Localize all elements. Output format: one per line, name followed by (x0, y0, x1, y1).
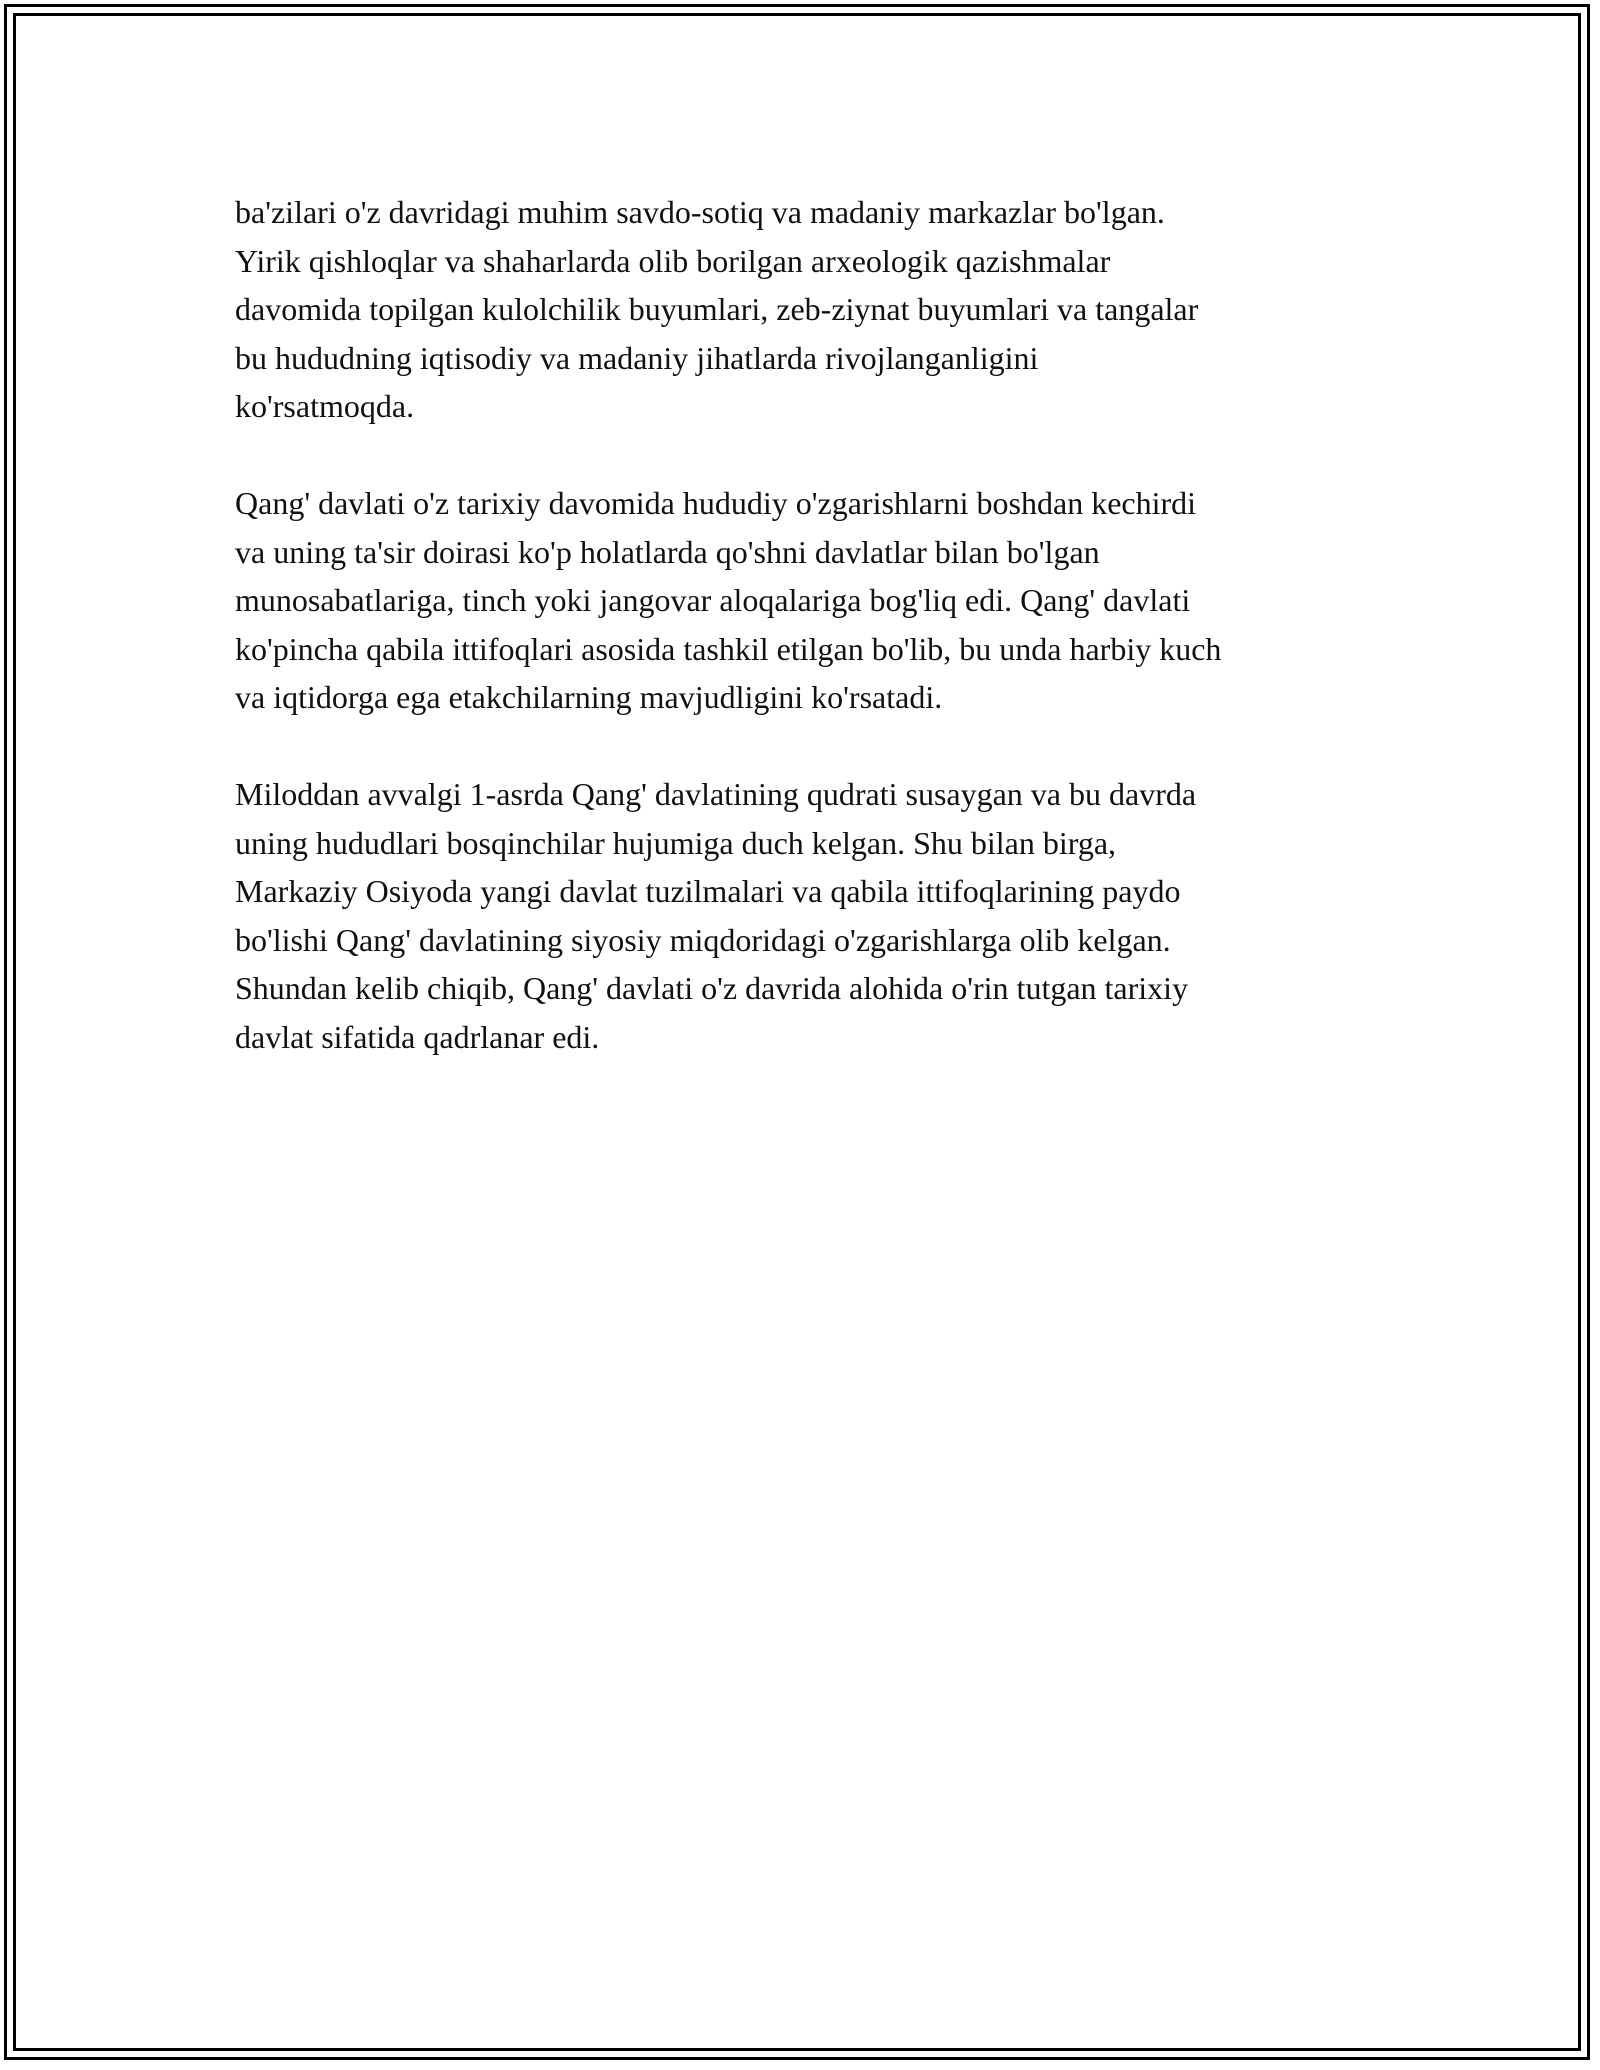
document-body (235, 188, 1385, 1110)
text-line: bo'lishi Qang' davlatining siyosiy miqdoridagi o'zgarishlarga olib kelgan. (235, 921, 1171, 958)
text-line: Qang' davlati o'z tarixiy davomida hududiy o'zgarishlarni boshdan kechirdi (235, 485, 1197, 521)
paragraph-1 (235, 188, 1385, 431)
text-line: davlat sifatida qadrlanar edi. (235, 1018, 600, 1055)
text-line: Yirik qishloqlar va shaharlarda olib borilgan arxeologik qazishmalar (235, 242, 1111, 279)
text-line: va iqtidorga ega etakchilarning mavjudligini ko'rsatadi. (235, 679, 943, 715)
paragraph-2 (235, 479, 1385, 722)
paragraph-3 (235, 770, 1385, 1061)
text-line: uning hududlari bosqinchilar hujumiga duch kelgan. Shu bilan birga, (235, 824, 1117, 861)
text-line: Miloddan avvalgi 1-asrda Qang' davlatining qudrati susaygan va bu davrda (235, 776, 1197, 812)
text-line: ba'zilari o'z davridagi muhim savdo-sotiq va madaniy markazlar bo'lgan. (235, 194, 1165, 230)
text-line: ko'rsatmoqda. (235, 388, 415, 424)
text-line: Shundan kelib chiqib, Qang' davlati o'z davrida alohida o'rin tutgan tarixiy (235, 970, 1189, 1006)
text-line: Markaziy Osiyoda yangi davlat tuzilmalari va qabila ittifoqlarining paydo (235, 873, 1181, 909)
text-line: va uning ta'sir doirasi ko'p holatlarda qo'shni davlatlar bilan bo'lgan (235, 533, 1100, 570)
text-line: davomida topilgan kulolchilik buyumlari, zeb-ziynat buyumlari va tangalar (235, 291, 1199, 327)
text-line: bu hududning iqtisodiy va madaniy jihatlarda rivojlanganligini (235, 339, 1039, 376)
text-line: ko'pincha qabila ittifoqlari asosida tashkil etilgan bo'lib, bu unda harbiy kuch (235, 630, 1222, 667)
text-line: munosabatlariga, tinch yoki jangovar aloqalariga bog'liq edi. Qang' davlati (235, 582, 1191, 618)
